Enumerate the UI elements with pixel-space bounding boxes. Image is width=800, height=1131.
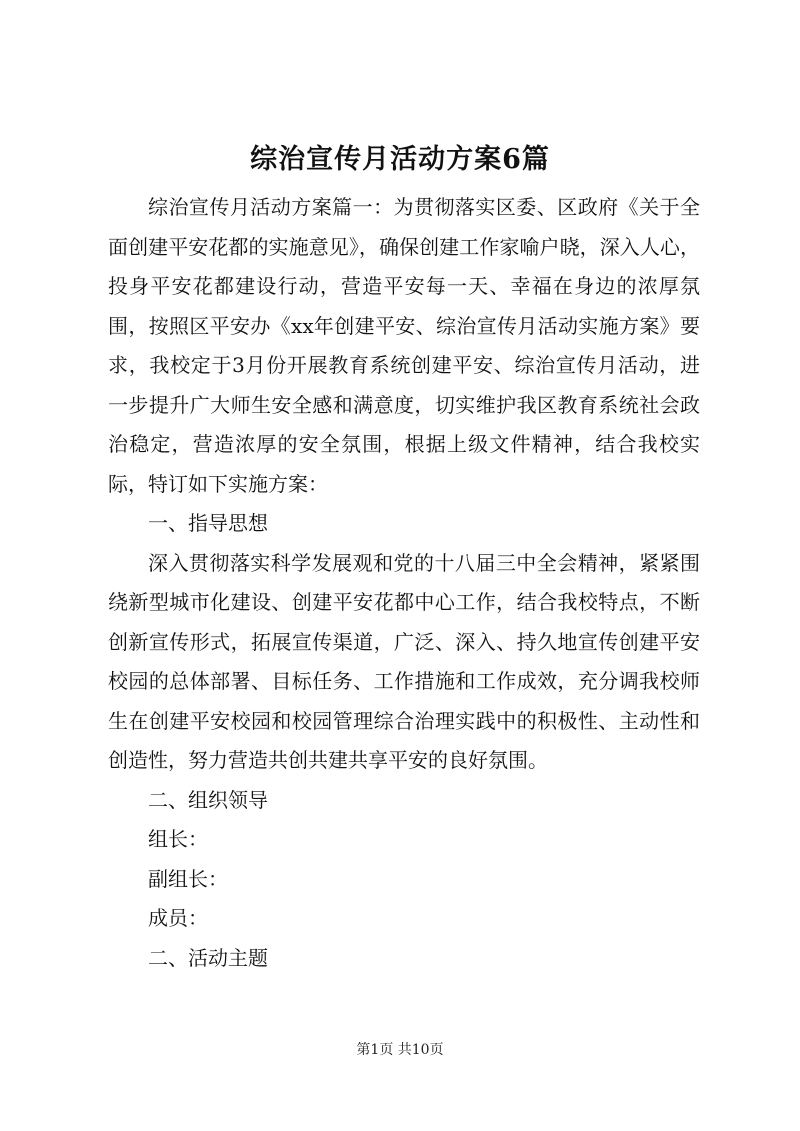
heading-organization: 二、组织领导 <box>148 787 268 812</box>
heading-guiding-ideology: 一、指导思想 <box>148 511 268 535</box>
line-members: 成员： <box>148 906 208 930</box>
page-number-footer: 第1页 共10页 <box>356 1042 444 1058</box>
paragraph-intro: 综治宣传月活动方案篇一：为贯彻落实区委、区政府《关于全面创建平安花都的实施意见》，确保创建工作家喻户晓，深入人心，投身平安花都建设行动，营造平安每一天、幸福在身边的浓厚氛围，按照区平安办《xx年创建平安、综治宣传月活动实施方案》要求，我校定于3月份开展教育系统创建平安、综治宣传月活动，进一步提升广大师生安全感和满意度，切实维护我区教育系统社会政治稳定，营造浓厚的安全氛围，根据上级文件精神，结合我校实际，特订如下实施方案： <box>108 195 700 496</box>
paragraph-guiding-ideology: 深入贯彻落实科学发展观和党的十八届三中全会精神，紧紧围绕新型城市化建设、创建平安花都中心工作，结合我校特点，不断创新宣传形式，拓展宣传渠道，广泛、深入、持久地宣传创建平安校园的总体部署、目标任务、工作措施和工作成效，充分调我校师生在创建平安校园和校园管理综合治理实践中的积极性、主动性和创造性，努力营造共创共建共享平安的良好氛围。 <box>108 550 700 772</box>
line-deputy-leader: 副组长： <box>148 866 228 891</box>
line-team-leader: 组长： <box>148 827 208 851</box>
heading-activity-theme: 二、活动主题 <box>148 945 268 970</box>
document-body <box>108 188 700 978</box>
document-title: 综治宣传月活动方案6篇 <box>250 144 550 175</box>
